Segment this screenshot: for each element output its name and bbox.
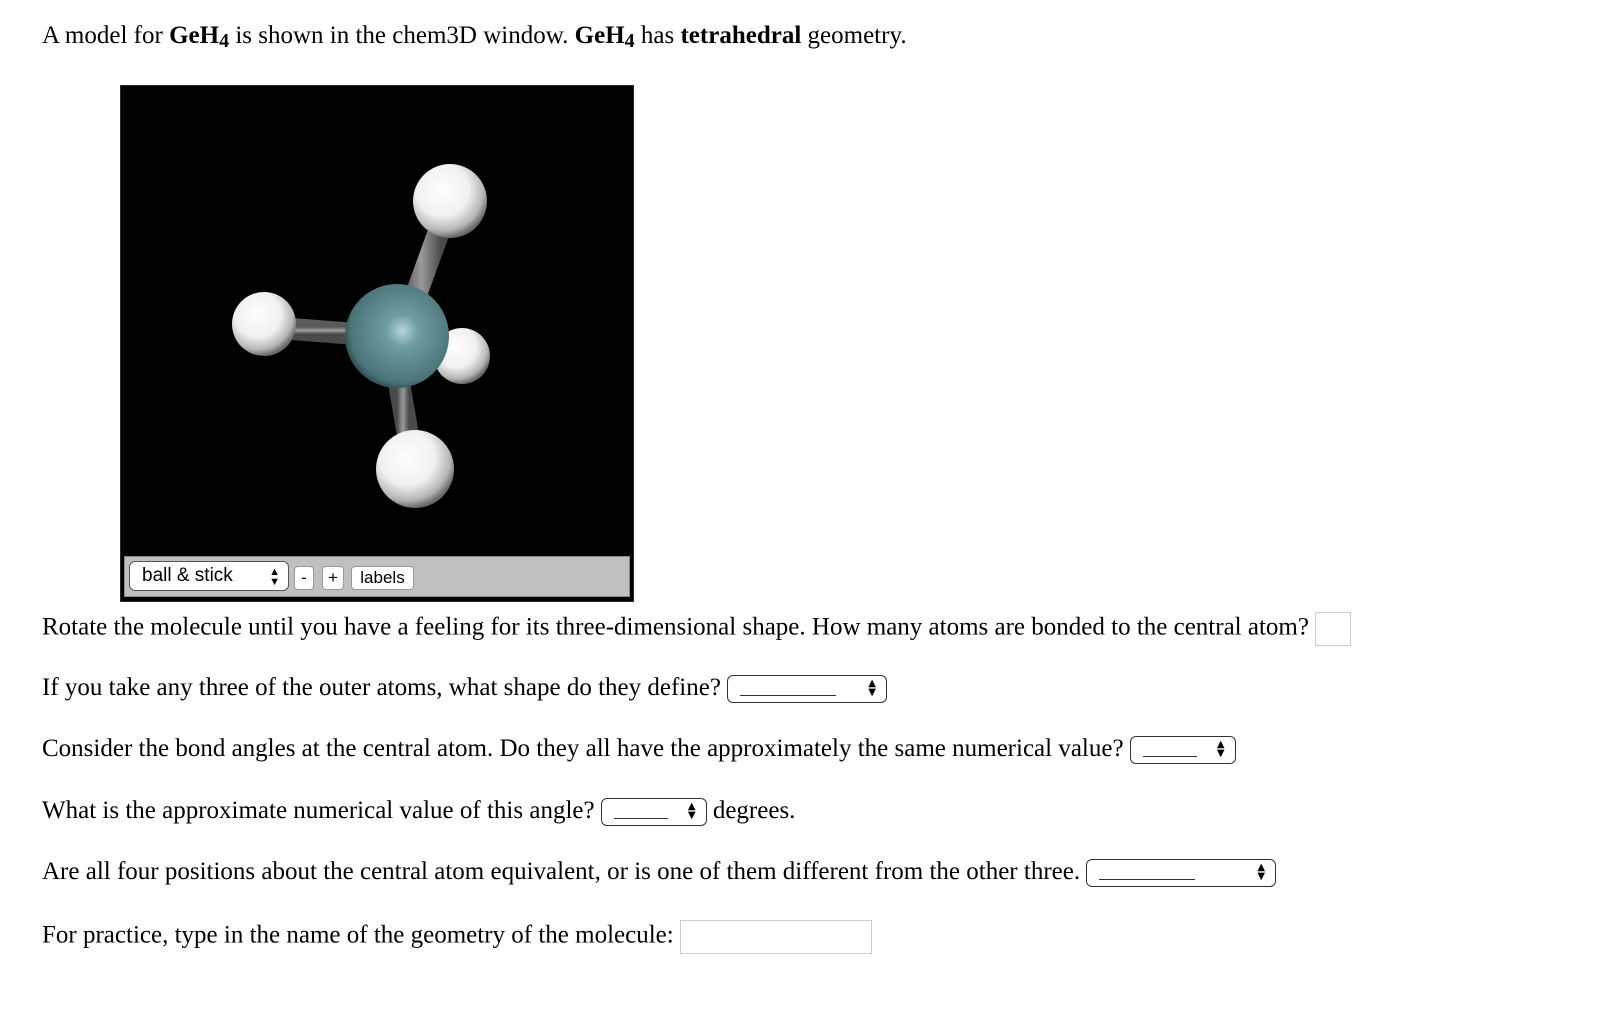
geometry-word: tetrahedral <box>680 22 802 49</box>
chem3d-viewer[interactable] <box>120 85 634 602</box>
select-arrows-icon: ▲ ▼ <box>1216 739 1225 760</box>
question-4: What is the approximate numerical value of this angle? ▲ ▼ degrees. <box>42 797 795 826</box>
angle-value-select[interactable] <box>601 798 707 826</box>
formula-geh4: GeH$_4$ <box>169 22 230 52</box>
labels-button[interactable]: labels <box>351 566 414 590</box>
bonded-atoms-input[interactable] <box>1315 612 1351 646</box>
positions-equivalent-select[interactable] <box>1086 859 1276 887</box>
atom-h-left[interactable] <box>232 292 296 356</box>
atom-ge-central[interactable] <box>345 284 449 388</box>
question-2: If you take any three of the outer atoms, what shape do they define? ▲ ▼ <box>42 674 887 703</box>
select-arrows-icon: ▲ ▼ <box>269 566 280 588</box>
question-3: Consider the bond angles at the central atom. Do they all have the approximately the same numerical value? ▲ ▼ <box>42 735 1236 764</box>
display-style-value: ball & stick <box>142 565 233 586</box>
formula-geh4-2: GeH$_4$ <box>574 22 635 52</box>
question-1: Rotate the molecule until you have a feeling for its three-dimensional shape. How many atoms are bonded to the central atom? <box>42 612 1351 646</box>
molecule-canvas[interactable] <box>121 86 633 556</box>
intro-part-2: is shown in the chem3D window. <box>229 22 575 49</box>
viewer-toolbar <box>124 556 630 597</box>
zoom-in-button[interactable]: + <box>322 566 344 590</box>
degrees-label: degrees. <box>712 797 796 824</box>
atom-h-top[interactable] <box>413 164 487 238</box>
display-style-select[interactable] <box>129 561 289 591</box>
outer-atoms-shape-select[interactable] <box>727 675 887 703</box>
intro-part-1: A model for <box>42 22 170 49</box>
select-arrows-icon: ▲ ▼ <box>868 678 876 699</box>
zoom-out-button[interactable]: - <box>294 566 314 590</box>
intro-part-3: has <box>634 22 681 49</box>
geometry-name-input[interactable] <box>680 920 872 954</box>
intro-part-4: geometry. <box>801 22 907 49</box>
select-arrows-icon: ▲ ▼ <box>687 801 696 822</box>
same-angle-select[interactable] <box>1130 736 1236 764</box>
question-5: Are all four positions about the central atom equivalent, or is one of them different from the other three. ▲ ▼ <box>42 858 1276 887</box>
intro-text <box>42 22 907 50</box>
select-arrows-icon: ▲ ▼ <box>1257 862 1266 883</box>
question-6: For practice, type in the name of the geometry of the molecule: <box>42 920 872 954</box>
atom-h-bottom[interactable] <box>376 430 454 508</box>
